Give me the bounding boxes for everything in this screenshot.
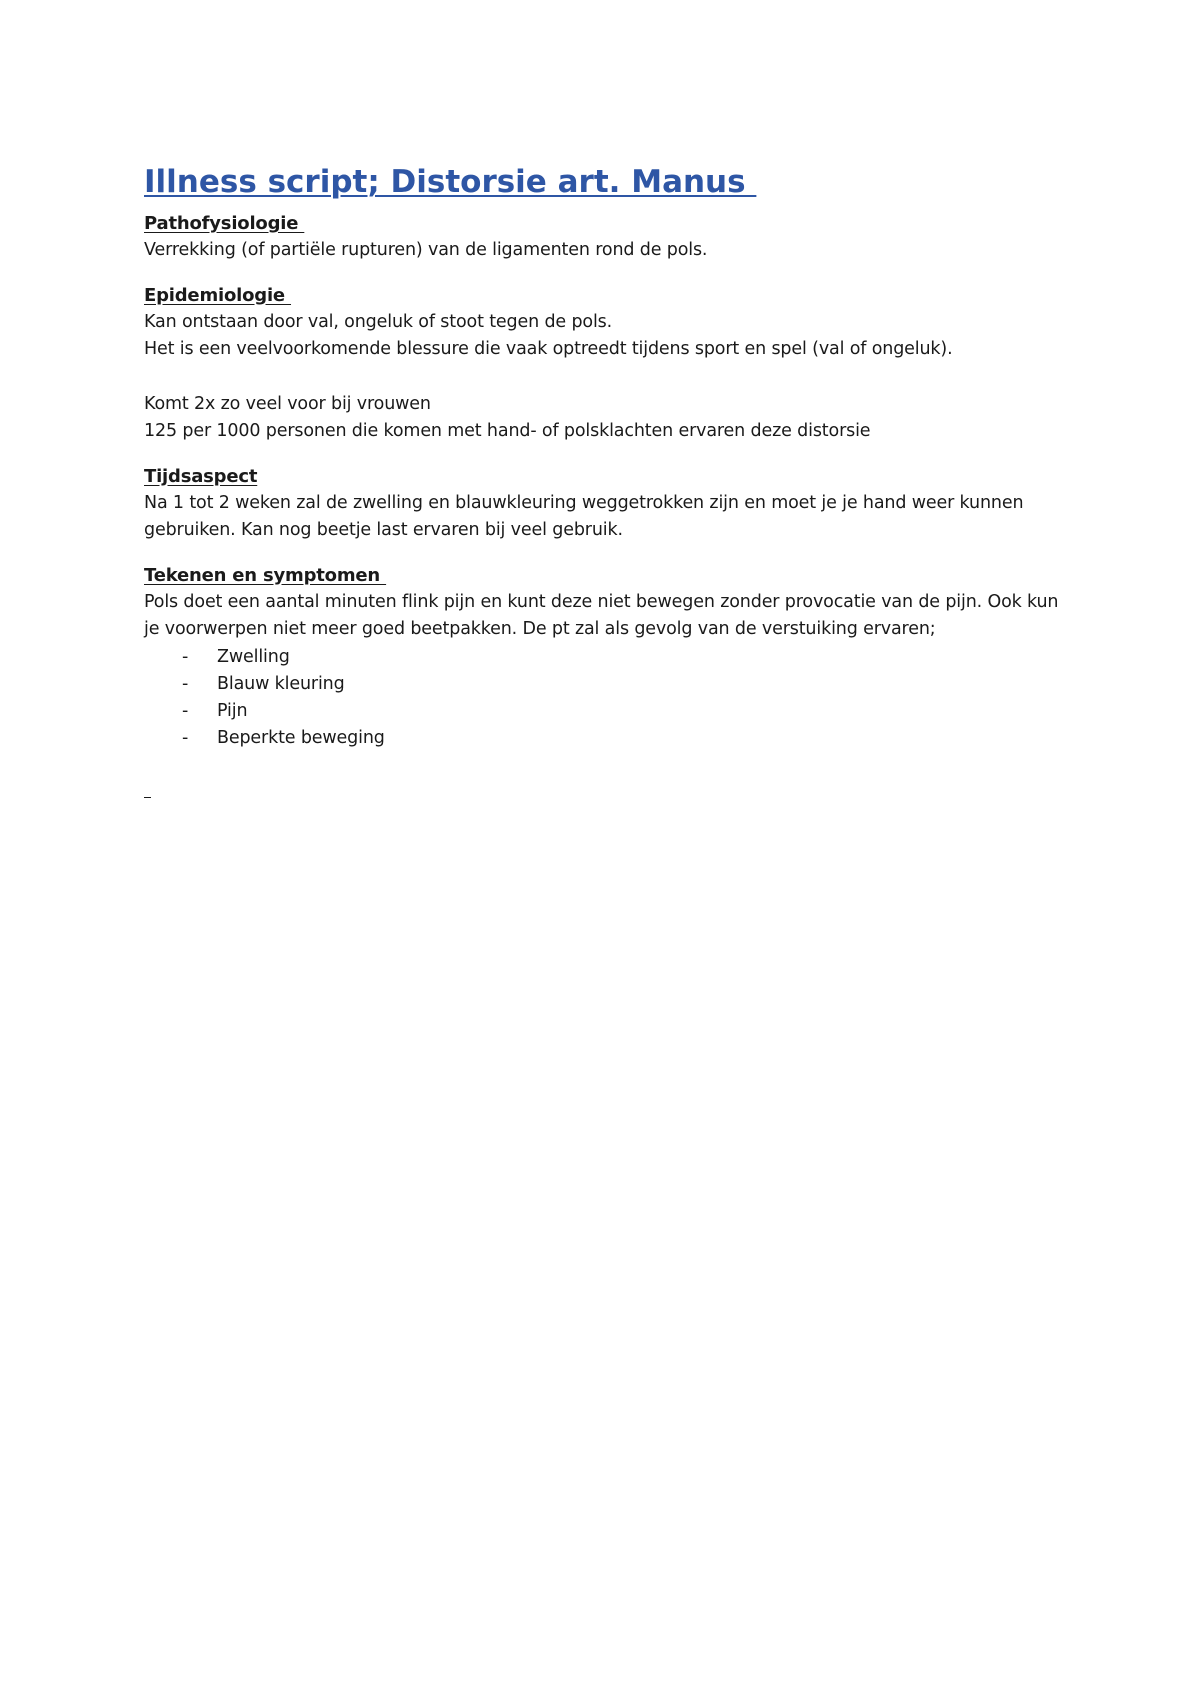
section-tijdsaspect (144, 463, 1074, 545)
section-heading: Epidemiologie (144, 284, 292, 306)
section-heading: Pathofysiologie (144, 213, 305, 234)
section-tekenen-en-symptomen (144, 562, 1074, 753)
list-item (144, 698, 1074, 725)
paragraph: Het is een veelvoorkomende blessure die vaak optreedt tijdens sport en spel (val of ongeluk). (144, 339, 953, 359)
section-heading: Tijdsaspect (144, 465, 258, 487)
document-body (144, 162, 1074, 770)
paragraph: Verrekking (of partiële rupturen) van de ligamenten rond de pols. (144, 240, 708, 260)
bullet-marker: - (182, 728, 189, 749)
section-heading: Tekenen en symptomen (144, 564, 387, 586)
bullet-marker: - (182, 701, 189, 722)
empty-paragraph-mark (144, 797, 151, 798)
list-item (144, 644, 1074, 671)
section-epidemiologie (144, 282, 1074, 446)
list-item-text: Pijn (217, 701, 248, 722)
list-item-text: Zwelling (217, 646, 290, 667)
list-item (144, 725, 1074, 752)
list-item-text: Blauw kleuring (217, 673, 345, 694)
paragraph: Komt 2x zo veel voor bij vrouwen (144, 393, 431, 414)
document-title: Illness script; Distorsie art. Manus (144, 164, 757, 200)
bullet-marker: - (182, 646, 189, 667)
paragraph: Pols doet een aantal minuten flink pijn en kunt deze niet bewegen zonder provocatie van de pijn. Ook kun je voorwerpen niet meer goed beetpakken. De pt zal als gevolg van de verstuiking ervaren; (144, 591, 1059, 639)
paragraph: Kan ontstaan door val, ongeluk of stoot tegen de pols. (144, 311, 613, 332)
paragraph: 125 per 1000 personen die komen met hand- of polsklachten ervaren deze distorsie (144, 421, 871, 441)
list-item (144, 671, 1074, 698)
list-item-text: Beperkte beweging (217, 728, 385, 749)
blank-line (144, 364, 1074, 391)
paragraph: Na 1 tot 2 weken zal de zwelling en blauwkleuring weggetrokken zijn en moet je je hand weer kunnen gebruiken. Kan nog beetje last ervaren bij veel gebruik. (144, 492, 1024, 540)
bullet-marker: - (182, 673, 189, 694)
section-pathofysiologie (144, 210, 1074, 265)
symptom-list (144, 644, 1074, 753)
